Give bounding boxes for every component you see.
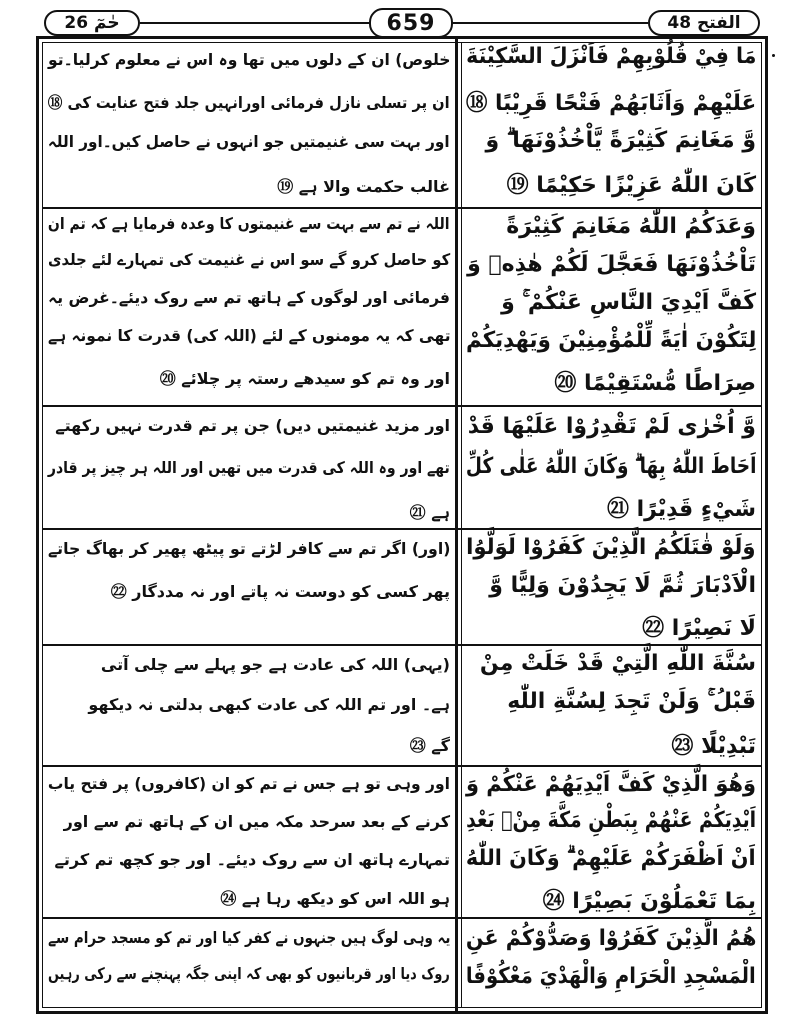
urdu-translation-block	[48, 531, 450, 644]
arabic-line: اَيْدِيَكُمْ عَنْهُمْ بِبَطْنِ مَكَّةَ مِنْۢ بَعْدِ	[466, 808, 756, 833]
arabic-line: قَبْلُ ۚ وَلَنْ تَجِدَ لِسُنَّةِ اللّٰهِ	[507, 689, 756, 714]
arabic-verse-block	[466, 408, 756, 528]
urdu-translation-block	[48, 408, 450, 528]
arabic-line: وَعَدَكُمُ اللّٰهُ مَغَانِمَ كَثِيْرَةً	[506, 214, 756, 239]
arabic-verse-block	[466, 531, 756, 644]
urdu-line: کو حاصل کرو گے سو اس نے غنیمت کی تمہارے لئے جلدی	[47, 250, 450, 269]
arabic-line: هُمُ الَّذِيْنَ كَفَرُوْا وَصَدُّوْكُمْ عَنِ	[465, 926, 756, 951]
arabic-verse-block	[466, 768, 756, 918]
urdu-line: ان پر تسلی نازل فرمائی اورانہیں جلد فتح عنایت کی ⑱	[48, 93, 450, 112]
urdu-line: تھی کہ یہ مومنوں کے لئے (اللہ کی) قدرت کا نمونہ ہے	[47, 326, 450, 345]
page-number: 659	[369, 8, 453, 38]
arabic-line: عَلَيْهِمْ وَاَثَابَهُمْ فَتْحًا قَرِيْبًا ⑱	[465, 91, 756, 116]
urdu-translation-block	[48, 647, 450, 765]
urdu-line: ہے۔ اور تم اللہ کی عادت کبھی بدلتی نہ دیکھو	[88, 695, 450, 714]
block-separator	[42, 765, 762, 767]
margin-dot	[772, 54, 775, 57]
urdu-line: (یہی) اللہ کی عادت ہے جو پہلے سے چلی آتی	[100, 655, 450, 674]
arabic-line: وَهُوَ الَّذِيْ كَفَّ اَيْدِيَهُمْ عَنْكُمْ وَ	[465, 772, 756, 797]
arabic-line: سُنَّةَ اللّٰهِ الَّتِيْ قَدْ خَلَتْ مِنْ	[479, 651, 756, 676]
urdu-line: تھے اور وہ اللہ کی قدرت میں تھیں اور اللہ ہر چیز پر قادر	[48, 458, 450, 477]
arabic-line: بِمَا تَعْمَلُوْنَ بَصِيْرًا ㉔	[542, 889, 756, 914]
arabic-line: كَفَّ اَيْدِيَ النَّاسِ عَنْكُمْ ۚ وَ	[501, 290, 756, 315]
urdu-line: روک دیا اور قربانیوں کو بھی کہ اپنی جگہ پہنچنے سے رکی رہیں	[48, 964, 450, 983]
arabic-line: وَّ مَغَانِمَ كَثِيْرَةً يَّاْخُذُوْنَهَا ۗ وَ	[485, 128, 756, 153]
arabic-line: كَانَ اللّٰهُ عَزِيْزًا حَكِيْمًا ⑲	[506, 173, 756, 198]
column-divider	[455, 38, 458, 1013]
arabic-verse-block	[466, 40, 756, 208]
header-rule-left	[140, 22, 369, 24]
urdu-line: اور وہی تو ہے جس نے تم کو ان (کافروں) پر فتح یاب	[47, 774, 450, 793]
urdu-line: اور وہ تم کو سیدھے رستہ پر چلائے ⑳	[159, 369, 450, 388]
urdu-line: اللہ نے تم سے بہت سے غنیمتوں کا وعدہ فرمایا ہے کہ تم ان	[48, 214, 450, 233]
urdu-line: ہو اللہ اس کو دیکھ رہا ہے ㉔	[220, 889, 450, 908]
block-separator	[42, 405, 762, 407]
column-divider-inner	[461, 42, 462, 1008]
arabic-line: اَحَاطَ اللّٰهُ بِهَا ۗ وَكَانَ اللّٰهُ عَلٰى كُلِّ	[465, 454, 756, 479]
urdu-line: غالب حکمت والا ہے ⑲	[277, 177, 450, 196]
urdu-translation-block	[48, 210, 450, 405]
arabic-line: وَلَوْ قٰتَلَكُمُ الَّذِيْنَ كَفَرُوْا لَوَلَّوُا	[466, 535, 756, 560]
urdu-translation-block	[48, 920, 450, 1010]
arabic-line: تَبْدِيْلًا ㉓	[671, 734, 756, 759]
arabic-line: الْاَدْبَارَ ثُمَّ لَا يَجِدُوْنَ وَلِيًّا وَّ	[489, 573, 756, 598]
block-separator	[42, 528, 762, 530]
urdu-line: تمہارے ہاتھ ان سے روک دیئے۔ اور جو کچھ تم کرتے	[54, 850, 450, 869]
arabic-line: تَاْخُذُوْنَهَا فَعَجَّلَ لَكُمْ هٰذِهٖ وَ	[467, 252, 756, 277]
urdu-line: ہے ㉑	[409, 503, 450, 522]
urdu-line: پھر کسی کو دوست نہ پاتے اور نہ مددگار ㉒	[110, 582, 450, 601]
arabic-verse-block	[466, 647, 756, 765]
urdu-line: اور مزید غنیمتیں دیں) جن پر تم قدرت نہیں رکھتے	[55, 416, 450, 435]
arabic-line: مَا فِيْ قُلُوْبِهِمْ فَاَنْزَلَ السَّكِيْنَةَ	[465, 44, 756, 69]
arabic-line: وَّ اُخْرٰى لَمْ تَقْدِرُوْا عَلَيْهَا قَدْ	[467, 414, 756, 439]
arabic-line: لَا نَصِيْرًا ㉒	[642, 616, 756, 641]
urdu-line: گے ㉓	[409, 736, 450, 755]
arabic-line: اَنْ اَظْفَرَكُمْ عَلَيْهِمْ ۗ وَكَانَ اللّٰهُ	[466, 846, 756, 871]
urdu-translation-block	[48, 768, 450, 918]
chapter-label: الفتح 48	[648, 10, 760, 36]
header-rule-right	[453, 22, 648, 24]
arabic-line: صِرَاطًا مُّسْتَقِيْمًا ⑳	[554, 371, 756, 396]
arabic-line: الْمَسْجِدِ الْحَرَامِ وَالْهَدْيَ مَعْكُوْفًا	[466, 964, 756, 989]
urdu-translation-block	[48, 40, 450, 208]
urdu-line: یہ وہی لوگ ہیں جنہوں نے کفر کیا اور تم کو مسجد حرام سے	[47, 928, 450, 947]
arabic-line: لِتَكُوْنَ اٰيَةً لِّلْمُؤْمِنِيْنَ وَيَهْدِيَكُمْ	[465, 328, 756, 353]
surah-label: حٰمٓ 26	[44, 10, 140, 36]
arabic-verse-block	[466, 920, 756, 1010]
urdu-line: خلوص) ان کے دلوں میں تھا وہ اس نے معلوم کرلیا۔تو	[47, 50, 450, 69]
urdu-line: (اور) اگر تم سے کافر لڑتے تو پیٹھ پھیر کر بھاگ جاتے	[47, 539, 450, 558]
block-separator	[42, 644, 762, 646]
arabic-line: شَيْءٍ قَدِيْرًا ㉑	[606, 497, 756, 522]
urdu-line: اور بہت سی غنیمتیں جو انہوں نے حاصل کیں۔اور اللہ	[48, 132, 450, 151]
arabic-verse-block	[466, 210, 756, 405]
urdu-line: کرنے کے بعد سرحد مکہ میں ان کے ہاتھ تم سے اور	[63, 812, 450, 831]
urdu-line: فرمائی اور لوگوں کے ہاتھ تم سے روک دیئے۔غرض یہ	[48, 288, 450, 307]
